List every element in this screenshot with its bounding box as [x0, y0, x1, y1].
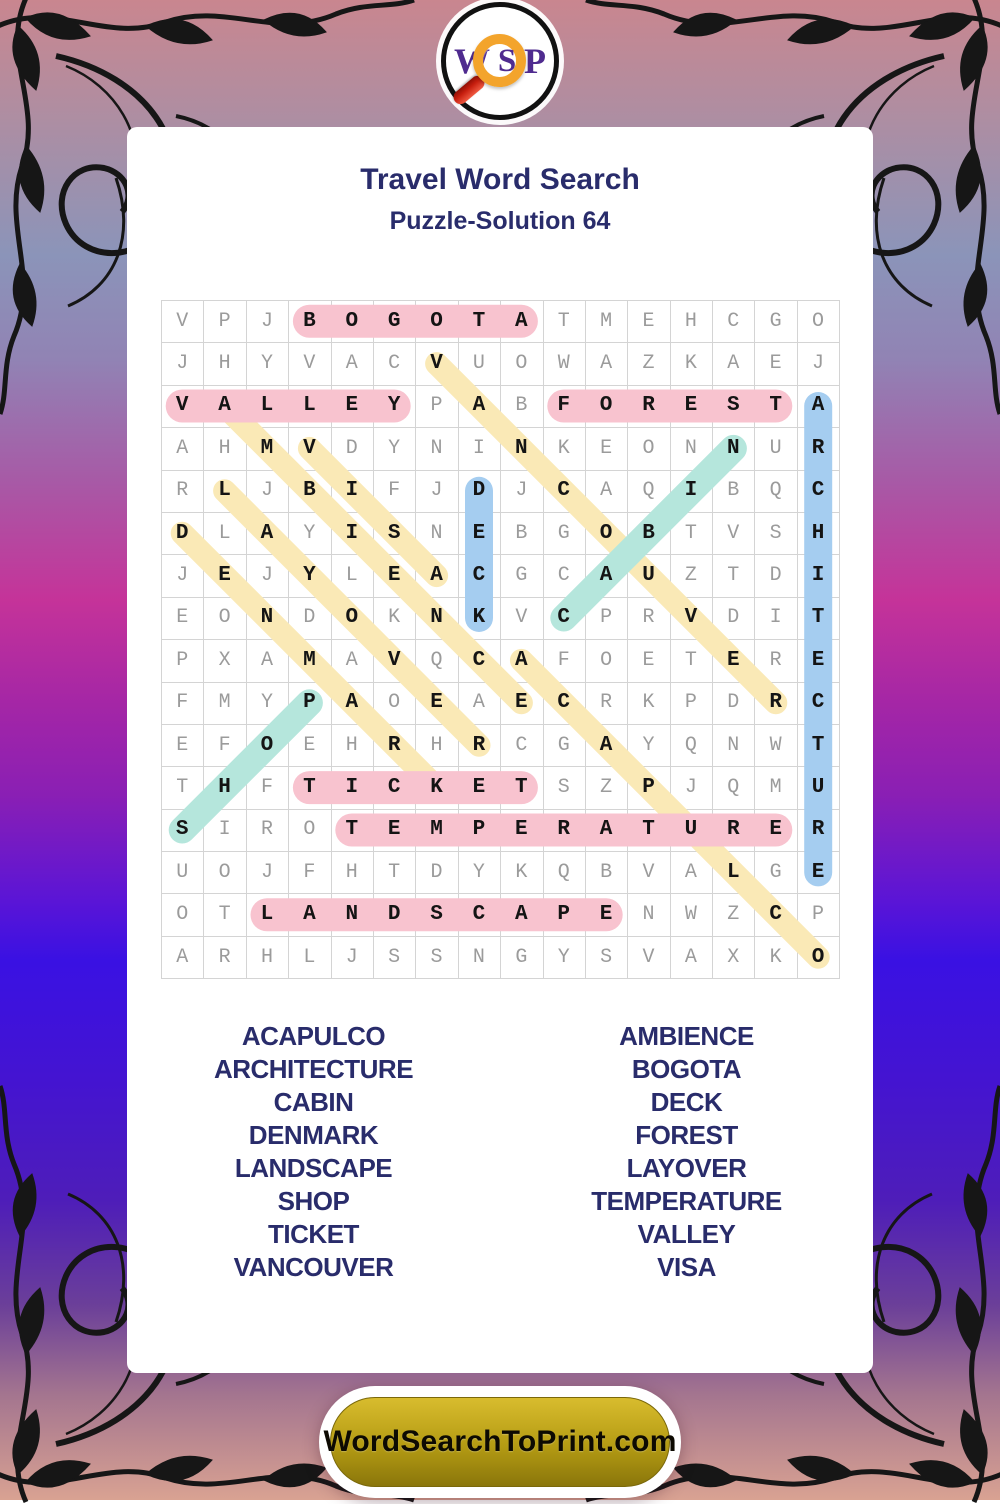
word-list-item: CABIN: [273, 1087, 354, 1117]
puzzle-title: Travel Word Search: [360, 163, 640, 196]
grid-letter: Y: [260, 352, 273, 376]
grid-letter: F: [557, 648, 570, 672]
grid-letter: I: [345, 521, 359, 545]
grid-letter: O: [600, 648, 613, 672]
grid-letter: X: [727, 945, 740, 969]
grid-letter: O: [812, 309, 825, 333]
grid-letter: Z: [642, 352, 655, 376]
grid-letter: A: [345, 352, 358, 376]
grid-letter: J: [684, 775, 697, 799]
grid-letter: B: [515, 521, 528, 545]
grid-letter: Z: [727, 903, 740, 927]
grid-letter: Z: [600, 775, 613, 799]
grid-letter: M: [218, 691, 231, 715]
grid-letter: E: [387, 564, 401, 588]
grid-letter: C: [557, 606, 571, 630]
grid-letter: B: [727, 479, 740, 503]
grid-letter: H: [345, 733, 358, 757]
word-list-item: VISA: [657, 1252, 716, 1282]
grid-letter: N: [260, 606, 274, 630]
grid-letter: R: [642, 606, 655, 630]
grid-letter: C: [388, 352, 401, 376]
grid-letter: O: [176, 903, 189, 927]
grid-letter: E: [769, 818, 782, 842]
grid-letter: A: [430, 564, 443, 588]
grid-letter: W: [557, 352, 570, 376]
grid-letter: B: [642, 521, 655, 545]
grid-letter: A: [176, 436, 189, 460]
grid-letter: Y: [557, 945, 570, 969]
grid-letter: A: [345, 691, 359, 715]
grid-letter: Y: [303, 564, 316, 588]
grid-letter: U: [769, 436, 782, 460]
grid-letter: O: [599, 394, 613, 418]
grid-letter: R: [387, 733, 401, 757]
grid-letter: I: [345, 479, 359, 503]
grid-letter: N: [515, 436, 528, 460]
grid-letter: A: [600, 479, 613, 503]
grid-letter: P: [600, 606, 613, 630]
puzzle-card: [127, 127, 873, 1373]
grid-letter: H: [430, 733, 443, 757]
grid-letter: H: [811, 521, 825, 545]
word-list-item: BOGOTA: [631, 1054, 742, 1084]
grid-letter: C: [811, 691, 825, 715]
grid-letter: R: [557, 818, 571, 842]
grid-letter: P: [430, 394, 443, 418]
grid-letter: Q: [557, 860, 570, 884]
grid-letter: Q: [727, 775, 740, 799]
grid-letter: L: [260, 394, 274, 418]
grid-letter: S: [769, 521, 782, 545]
grid-letter: R: [472, 733, 486, 757]
word-list-item: DECK: [650, 1087, 723, 1117]
logo-letter-p: P: [523, 41, 546, 81]
grid-letter: P: [176, 648, 189, 672]
grid-letter: H: [218, 775, 231, 799]
grid-letter: R: [600, 691, 613, 715]
grid-letter: J: [812, 352, 825, 376]
grid-letter: A: [303, 903, 316, 927]
grid-letter: D: [175, 521, 189, 545]
word-search-grid: [161, 300, 841, 980]
grid-letter: E: [515, 691, 528, 715]
grid-letter: S: [388, 945, 401, 969]
grid-letter: N: [726, 436, 740, 460]
word-list-item: ARCHITECTURE: [213, 1054, 414, 1084]
grid-letter: J: [430, 479, 443, 503]
grid-letter: J: [176, 564, 189, 588]
grid-letter: A: [345, 648, 358, 672]
grid-letter: O: [811, 945, 825, 969]
grid-letter: V: [303, 352, 316, 376]
grid-letter: T: [811, 606, 825, 630]
grid-letter: U: [811, 775, 825, 799]
grid-letter: R: [769, 648, 782, 672]
grid-letter: F: [176, 691, 189, 715]
word-list-item: ACAPULCO: [241, 1021, 386, 1051]
grid-letter: T: [303, 775, 316, 799]
grid-letter: H: [218, 352, 231, 376]
grid-letter: V: [642, 860, 655, 884]
grid-letter: D: [303, 606, 316, 630]
grid-letter: D: [345, 436, 358, 460]
grid-letter: L: [303, 945, 316, 969]
grid-letter: H: [260, 945, 273, 969]
grid-letter: S: [430, 903, 443, 927]
word-list-item: LANDSCAPE: [234, 1153, 393, 1183]
grid-letter: O: [260, 733, 274, 757]
grid-letter: D: [387, 903, 401, 927]
grid-letter: N: [472, 945, 485, 969]
grid-letter: F: [388, 479, 401, 503]
grid-letter: D: [727, 691, 740, 715]
grid-letter: E: [600, 436, 613, 460]
grid-letter: E: [726, 648, 740, 672]
grid-letter: A: [684, 945, 697, 969]
grid-letter: T: [218, 903, 231, 927]
grid-letter: J: [260, 309, 273, 333]
grid-letter: P: [557, 903, 571, 927]
footer-button[interactable]: [319, 1386, 681, 1498]
grid-letter: K: [430, 775, 443, 799]
grid-letter: N: [430, 606, 443, 630]
word-list-item: SHOP: [277, 1186, 350, 1216]
grid-letter: J: [260, 564, 273, 588]
grid-letter: T: [811, 733, 825, 757]
grid-letter: E: [472, 521, 486, 545]
grid-letter: E: [303, 733, 316, 757]
grid-letter: V: [515, 606, 528, 630]
grid-letter: H: [345, 860, 358, 884]
grid-letter: U: [472, 352, 485, 376]
grid-letter: G: [557, 521, 570, 545]
grid-letter: P: [684, 691, 697, 715]
grid-letter: P: [472, 818, 486, 842]
word-list-item: TICKET: [268, 1219, 359, 1249]
grid-letter: W: [769, 733, 782, 757]
grid-letter: V: [727, 521, 740, 545]
grid-letter: T: [684, 521, 697, 545]
grid-letter: E: [176, 733, 189, 757]
grid-letter: T: [345, 818, 359, 842]
grid-letter: R: [811, 436, 825, 460]
grid-letter: C: [557, 691, 571, 715]
grid-letter: B: [303, 479, 316, 503]
grid-letter: M: [600, 309, 613, 333]
grid-letter: J: [345, 945, 358, 969]
grid-letter: L: [345, 564, 358, 588]
grid-letter: E: [811, 648, 825, 672]
grid-letter: O: [430, 309, 443, 333]
logo-letter-s: S: [497, 42, 517, 79]
grid-letter: M: [260, 436, 274, 460]
wsp-logo: [441, 2, 559, 120]
grid-letter: E: [642, 309, 655, 333]
grid-letter: W: [684, 903, 697, 927]
grid-letter: E: [684, 394, 698, 418]
grid-letter: V: [684, 606, 698, 630]
grid-letter: R: [176, 479, 189, 503]
grid-letter: A: [600, 352, 613, 376]
grid-letter: I: [769, 606, 782, 630]
grid-letter: R: [642, 394, 655, 418]
grid-letter: F: [218, 733, 231, 757]
grid-letter: Y: [387, 394, 401, 418]
grid-letter: C: [387, 775, 401, 799]
grid-letter: E: [387, 818, 401, 842]
grid-letter: E: [218, 564, 231, 588]
grid-letter: A: [260, 521, 274, 545]
grid-letter: U: [176, 860, 189, 884]
grid-letter: O: [599, 521, 613, 545]
grid-letter: T: [388, 860, 401, 884]
grid-letter: Z: [684, 564, 697, 588]
grid-letter: O: [303, 818, 316, 842]
grid-letter: A: [176, 945, 189, 969]
grid-letter: T: [642, 818, 655, 842]
grid-letter: K: [769, 945, 782, 969]
grid-letter: I: [218, 818, 231, 842]
word-list-item: TEMPERATURE: [591, 1186, 782, 1216]
grid-letter: C: [557, 564, 570, 588]
grid-letter: S: [726, 394, 740, 418]
grid-letter: B: [515, 394, 528, 418]
grid-letter: Q: [684, 733, 697, 757]
grid-letter: E: [430, 691, 443, 715]
grid-letter: O: [345, 606, 359, 630]
grid-letter: S: [387, 521, 401, 545]
footer-site-link[interactable]: WordSearchToPrint.com: [330, 1397, 670, 1487]
grid-letter: H: [218, 436, 231, 460]
grid-letter: A: [472, 691, 485, 715]
grid-letter: E: [642, 648, 655, 672]
grid-letter: R: [260, 818, 273, 842]
grid-letter: M: [430, 818, 443, 842]
grid-letter: A: [515, 648, 528, 672]
grid-letter: Y: [388, 436, 401, 460]
grid-letter: U: [642, 564, 655, 588]
grid-letter: L: [303, 394, 316, 418]
grid-letter: T: [515, 775, 528, 799]
grid-letter: P: [642, 775, 655, 799]
grid-letter: K: [515, 860, 528, 884]
grid-letter: G: [557, 733, 570, 757]
grid-letter: N: [727, 733, 740, 757]
grid-letter: Y: [260, 691, 273, 715]
grid-letter: I: [684, 479, 698, 503]
grid-letter: A: [515, 309, 528, 333]
grid-letter: S: [175, 818, 189, 842]
grid-letter: L: [260, 903, 274, 927]
grid-letter: L: [218, 479, 231, 503]
grid-letter: D: [727, 606, 740, 630]
grid-letter: D: [769, 564, 782, 588]
grid-letter: O: [345, 309, 359, 333]
grid-letter: C: [769, 903, 782, 927]
grid-letter: R: [769, 691, 782, 715]
grid-letter: K: [684, 352, 697, 376]
grid-letter: J: [515, 479, 528, 503]
grid-letter: G: [515, 945, 528, 969]
word-list-left-column: [127, 1020, 500, 1284]
grid-letter: K: [557, 436, 570, 460]
grid-letter: E: [472, 775, 486, 799]
grid-letter: C: [557, 479, 571, 503]
grid-letter: E: [769, 352, 782, 376]
grid-letter: O: [642, 436, 655, 460]
grid-letter: A: [260, 648, 273, 672]
grid-letter: F: [557, 394, 571, 418]
grid-letter: G: [387, 309, 401, 333]
grid-letter: G: [769, 860, 782, 884]
grid-letter: Y: [642, 733, 655, 757]
grid-letter: C: [515, 733, 528, 757]
grid-letter: Y: [472, 860, 485, 884]
grid-letter: L: [218, 521, 231, 545]
grid-letter: A: [599, 564, 613, 588]
grid-letter: N: [430, 436, 443, 460]
grid-letter: J: [176, 352, 189, 376]
grid-letter: B: [600, 860, 613, 884]
grid-letter: M: [303, 648, 316, 672]
word-list-item: AMBIENCE: [619, 1021, 754, 1051]
grid-letter: R: [726, 818, 740, 842]
grid-letter: N: [684, 436, 697, 460]
grid-letter: F: [260, 775, 273, 799]
grid-letter: S: [600, 945, 613, 969]
grid-letter: I: [472, 436, 485, 460]
grid-letter: A: [684, 860, 697, 884]
word-list-item: VANCOUVER: [233, 1252, 394, 1282]
grid-letter: K: [642, 691, 655, 715]
grid-letter: T: [176, 775, 189, 799]
grid-letter: F: [303, 860, 316, 884]
grid-letter: A: [727, 352, 740, 376]
grid-letter: M: [769, 775, 782, 799]
grid-letter: T: [472, 309, 486, 333]
grid-letter: V: [387, 648, 401, 672]
grid-letter: O: [388, 691, 401, 715]
grid-letter: V: [303, 436, 316, 460]
grid-letter: P: [218, 309, 231, 333]
grid-letter: B: [303, 309, 316, 333]
grid-letter: L: [726, 860, 740, 884]
grid-letter: S: [557, 775, 570, 799]
grid-letter: A: [218, 394, 231, 418]
grid-letter: V: [642, 945, 655, 969]
grid-letter: T: [769, 394, 782, 418]
grid-letter: T: [557, 309, 570, 333]
grid-letter: U: [684, 818, 698, 842]
grid-letter: A: [599, 733, 613, 757]
word-list-item: DENMARK: [248, 1120, 379, 1150]
grid-letter: V: [175, 394, 189, 418]
grid-letter: K: [472, 606, 486, 630]
grid-letter: J: [260, 860, 273, 884]
grid-letter: O: [218, 606, 231, 630]
grid-letter: E: [811, 860, 825, 884]
grid-letter: A: [811, 394, 825, 418]
grid-letters: [161, 300, 839, 978]
grid-letter: H: [684, 309, 697, 333]
grid-letter: A: [599, 818, 613, 842]
grid-letter: O: [218, 860, 231, 884]
grid-letter: A: [515, 903, 528, 927]
grid-letter: E: [345, 394, 359, 418]
grid-letter: X: [218, 648, 231, 672]
word-list-right-column: [500, 1020, 873, 1284]
grid-letter: O: [515, 352, 528, 376]
grid-letter: N: [642, 903, 655, 927]
grid-letter: Q: [769, 479, 782, 503]
grid-letter: R: [811, 818, 825, 842]
grid-letter: C: [472, 903, 486, 927]
grid-letter: T: [684, 648, 697, 672]
grid-letter: G: [769, 309, 782, 333]
grid-letter: E: [599, 903, 613, 927]
grid-letter: Q: [430, 648, 443, 672]
grid-letter: N: [430, 521, 443, 545]
grid-letter: D: [430, 860, 443, 884]
grid-letter: V: [430, 352, 443, 376]
grid-letter: R: [218, 945, 231, 969]
puzzle-subtitle: Puzzle-Solution 64: [389, 207, 611, 235]
grid-letter: C: [472, 564, 486, 588]
grid-letter: E: [515, 818, 528, 842]
grid-letter: P: [303, 691, 316, 715]
grid-letter: D: [472, 479, 486, 503]
grid-letter: Y: [303, 521, 316, 545]
grid-letter: E: [176, 606, 189, 630]
grid-letter: P: [812, 903, 825, 927]
grid-letter: S: [430, 945, 443, 969]
grid-letter: C: [472, 648, 486, 672]
grid-letter: I: [345, 775, 359, 799]
grid-letter: A: [472, 394, 486, 418]
word-list: [127, 1020, 873, 1284]
grid-letter: Q: [642, 479, 655, 503]
word-list-item: FOREST: [635, 1120, 738, 1150]
grid-letter: N: [345, 903, 359, 927]
word-list-item: VALLEY: [637, 1219, 736, 1249]
grid-letter: K: [388, 606, 401, 630]
grid-letter: V: [176, 309, 189, 333]
grid-letter: G: [515, 564, 528, 588]
grid-letter: T: [727, 564, 740, 588]
grid-letter: C: [811, 479, 825, 503]
logo-letter-w: W: [454, 41, 490, 81]
word-list-item: LAYOVER: [626, 1153, 747, 1183]
grid-letter: I: [811, 564, 825, 588]
grid-letter: J: [260, 479, 273, 503]
grid-letter: C: [727, 309, 740, 333]
